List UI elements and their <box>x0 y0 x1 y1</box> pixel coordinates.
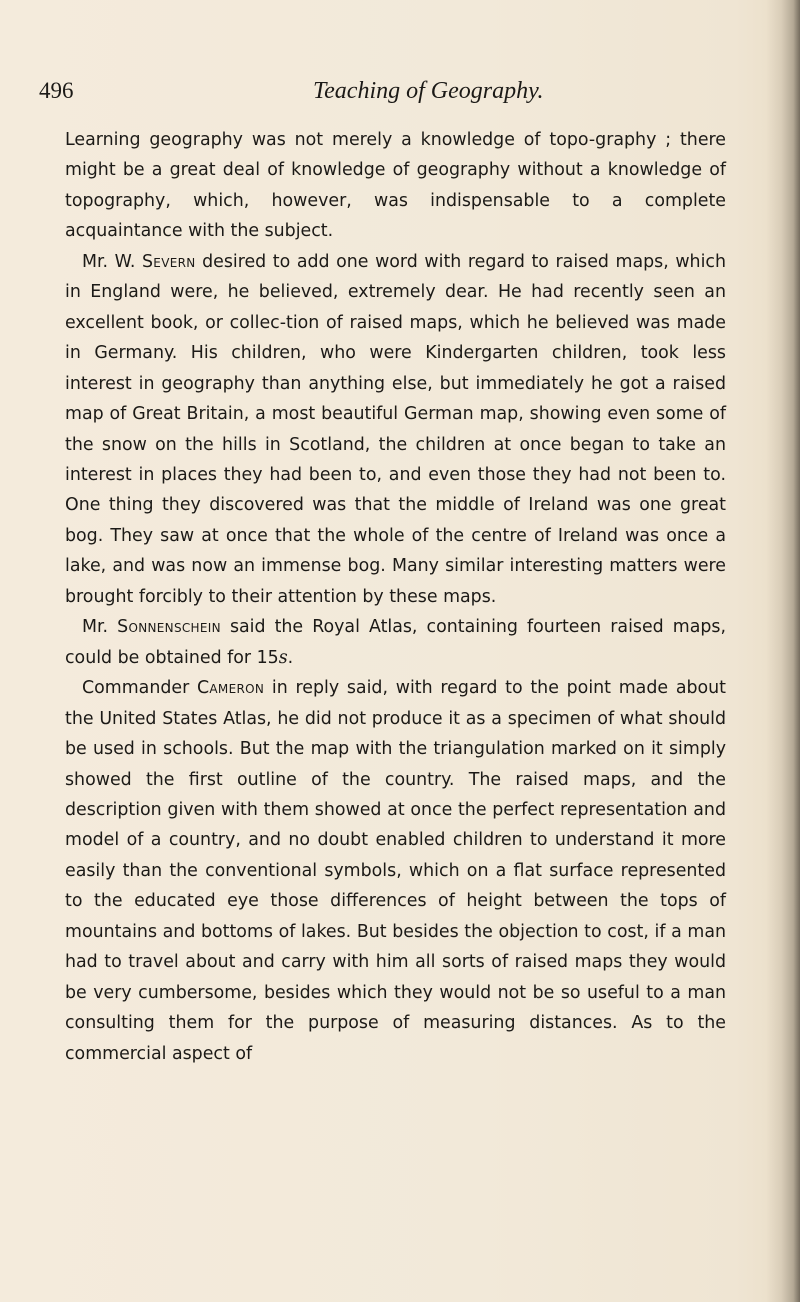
paragraph-4-prefix: Commander <box>82 678 197 699</box>
speaker-name-cameron: Cameron <box>196 678 265 699</box>
page-edge-shadow <box>766 0 800 1302</box>
currency-unit: s <box>278 647 288 668</box>
paragraph-2-prefix: Mr. W. <box>82 251 142 272</box>
paragraph-1 <box>65 125 726 247</box>
paragraph-1-text: Learning geography was not merely a knowledge of topo-graphy ; there might be a great deal of knowledge of geography without a knowledge of topography, which, however, was indispensable to a complete acquaintance with the subject. <box>65 130 726 242</box>
running-title: Teaching of Geography. <box>313 78 544 104</box>
speaker-name-severn: Severn <box>141 251 196 272</box>
body-text <box>65 125 726 1069</box>
speaker-name-sonnenschein: Sonnenschein <box>117 617 221 638</box>
paragraph-4 <box>65 673 726 1069</box>
paragraph-2-text: desired to add one word with regard to raised maps, which in England were, he believed, extremely dear. He had recently seen an excellent book, or collec-tion of raised maps, which he believed was made in Germany. His children, who were Kindergarten children, took less interest in geography than anything else, but immediately he got a raised map of Great Britain, a most beautiful German map, showing even some of the snow on the hills in Scotland, the children at once began to take an interest in places they had been to, and even those they had not been to. One thing they discovered was that the middle of Ireland was one great bog. They saw at once that the whole of the centre of Ireland was once a lake, and was now an immense bog. Many similar interesting matters were brought forcibly to their attention by these maps. <box>65 251 726 607</box>
page-header <box>39 76 739 110</box>
page-number: 496 <box>39 78 74 103</box>
paragraph-3-prefix: Mr. <box>82 617 118 638</box>
paragraph-2 <box>65 247 726 612</box>
paragraph-3-suffix: . <box>287 647 294 668</box>
paragraph-3-text: said the Royal Atlas, containing fourteen raised maps, could be obtained for 15 <box>65 617 726 668</box>
paragraph-4-text: in reply said, with regard to the point made about the United States Atlas, he did not produce it as a specimen of what should be used in schools. But the map with the triangulation marked on it simply showed the first outline of the country. The raised maps, and the description given with them showed at once the perfect representation and model of a country, and no doubt enabled children to understand it more easily than the conventional symbols, which on a flat surface represented to the educated eye those differences of height between the tops of mountains and bottoms of lakes. But besides the objection to cost, if a man had to travel about and carry with him all sorts of raised maps they would be very cumbersome, besides which they would not be so useful to a man consulting them for the purpose of measuring distances. As to the commercial aspect of <box>65 678 726 1064</box>
paragraph-3 <box>65 612 726 673</box>
